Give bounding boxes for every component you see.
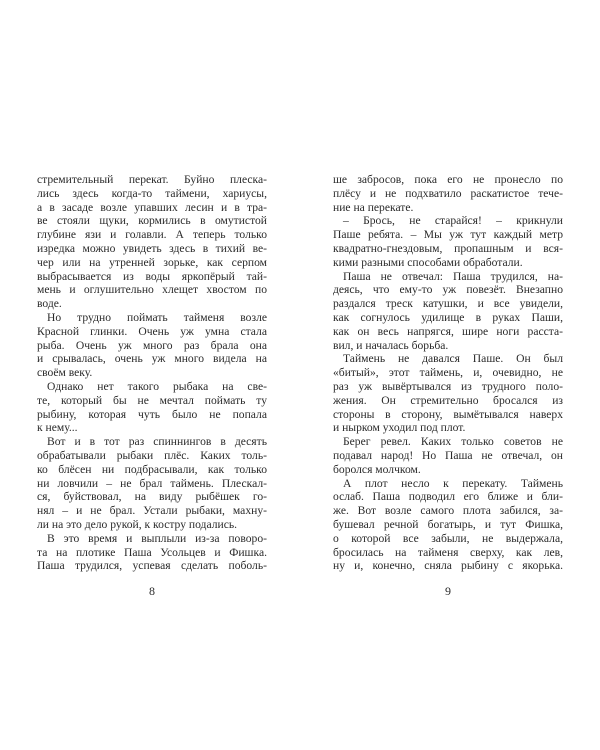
text-line: Таймень не давался Паше. Он был (343, 352, 563, 366)
text-line: стремительный перекат. Буйно плеска- (37, 173, 267, 186)
text-line: квадратно-гнездовым, пропашным и вся- (333, 241, 563, 255)
text-line: ни ловчили – не брал таймень. Плескал- (37, 476, 267, 490)
text-line: ние на перекате. (333, 200, 414, 214)
text-line: бушевал речной богатырь, и тут Фишка, (333, 517, 563, 531)
text-line: раз уж вывёртывался из трудного поло- (333, 379, 563, 393)
paragraph (333, 173, 563, 214)
paragraph (333, 214, 563, 269)
text-line: ну и, конечно, сняла рыбину с якорька. (333, 559, 563, 573)
paragraph (333, 435, 563, 476)
text-line: раздался треск катушки, и все увидели, (333, 297, 563, 311)
text-line: Паша не отвечал: Паша трудился, на- (343, 269, 563, 283)
text-line: ослаб. Паша подводил его ближе и бли- (333, 490, 563, 504)
text-line: чер или на утренней зорьке, как серпом (37, 255, 267, 269)
text-line: же. Вот возле самого плота забился, за- (333, 504, 563, 518)
text-line: деясь, что ему-то уж повезёт. Внезапно (333, 283, 563, 297)
paragraph (37, 173, 267, 311)
text-line: ко блёсен ни подбрасывали, как только (37, 462, 267, 476)
paragraph (37, 532, 267, 573)
text-line: В это время и выплыли из-за поворо- (47, 531, 267, 545)
text-line: ся, буйствовал, на виду рыбёшек го- (37, 490, 267, 504)
text-line: Красной глинки. Очень уж умна стала (37, 324, 267, 338)
text-line: Вот и в тот раз спиннингов в десять (47, 435, 267, 449)
text-line: как согнулось удилище в руках Паши, (333, 310, 563, 324)
text-line: Но трудно поймать тайменя возле (47, 310, 267, 324)
text-line: вил, и началась борьба. (333, 338, 449, 352)
text-line: Однако нет такого рыбака на све- (47, 379, 267, 393)
text-line: Паша трудился, успевая сделать поболь- (37, 559, 267, 573)
right-page-text (333, 173, 563, 573)
text-line: ве стояли щуки, кормились в омутистой (37, 214, 267, 228)
paragraph (37, 435, 267, 532)
text-line: выбрасывается из воды яркопёрый тай- (37, 269, 267, 283)
text-line: А плот несло к перекату. Таймень (343, 476, 563, 490)
text-line: как он весь напрягся, шире ноги расста- (333, 324, 563, 338)
text-line: своём веку. (37, 366, 93, 380)
text-line: ли на это дело рукой, к костру подались. (37, 517, 238, 531)
paragraph (333, 270, 563, 353)
text-line: жения. Он стремительно бросался из (333, 393, 563, 407)
text-line: рыба. Очень уж много раз брала она (37, 338, 267, 352)
text-line: обрабатывали рыбаки плёс. Каких толь- (37, 448, 267, 462)
text-line: плёсу и не подхватило раскатистое тече- (333, 186, 563, 200)
text-line: глубине язи и голавли. А теперь только (37, 228, 267, 242)
text-line: – Брось, не старайся! – крикнули (343, 214, 563, 228)
paragraph (37, 311, 267, 380)
text-line: изредка можно увидеть здесь в тихий ве- (37, 241, 267, 255)
text-line: стороны в сторону, вымётывался наверх (333, 407, 563, 421)
text-line: те, который бы не мечтал поймать ту (37, 393, 267, 407)
page-number-left: 8 (149, 584, 155, 598)
text-line: воде. (37, 297, 62, 311)
text-line: к нему... (37, 421, 78, 435)
text-line: о которой все забыли, не выдержала, (333, 531, 563, 545)
text-line: подавал народ! Но Паша не отвечал, он (333, 448, 563, 462)
text-line: боролся молчком. (333, 462, 421, 476)
text-line: Паше ребята. – Мы уж тут каждый метр (333, 228, 563, 242)
text-line: ше забросов, пока его не пронесло по (333, 173, 563, 186)
text-line: и срывалась, очень уж много видела на (37, 352, 267, 366)
paragraph (333, 477, 563, 574)
text-line: а в засаде возле упавших лесин и в тра- (37, 200, 267, 214)
text-line: кими разными способами обработали. (333, 255, 523, 269)
text-line: та на плотике Паша Усольцев и Фишка. (37, 545, 267, 559)
text-line: и нырком уходил под плот. (333, 421, 466, 435)
page-number-right: 9 (445, 584, 451, 598)
text-line: мень и оглушительно хлещет хвостом по (37, 283, 267, 297)
paragraph (333, 352, 563, 435)
left-page-text (37, 173, 267, 573)
text-line: нял – и не брал. Устали рыбаки, махну- (37, 504, 267, 518)
text-line: рыбину, которая чуть было не попала (37, 407, 267, 421)
text-line: «битый», этот таймень, и, очевидно, не (333, 366, 563, 380)
text-line: лись здесь когда-то таймени, хариусы, (37, 186, 267, 200)
paragraph (37, 380, 267, 435)
text-line: Берег ревел. Каких только советов не (343, 435, 563, 449)
text-line: бросилась на тайменя сверху, как лев, (333, 545, 563, 559)
